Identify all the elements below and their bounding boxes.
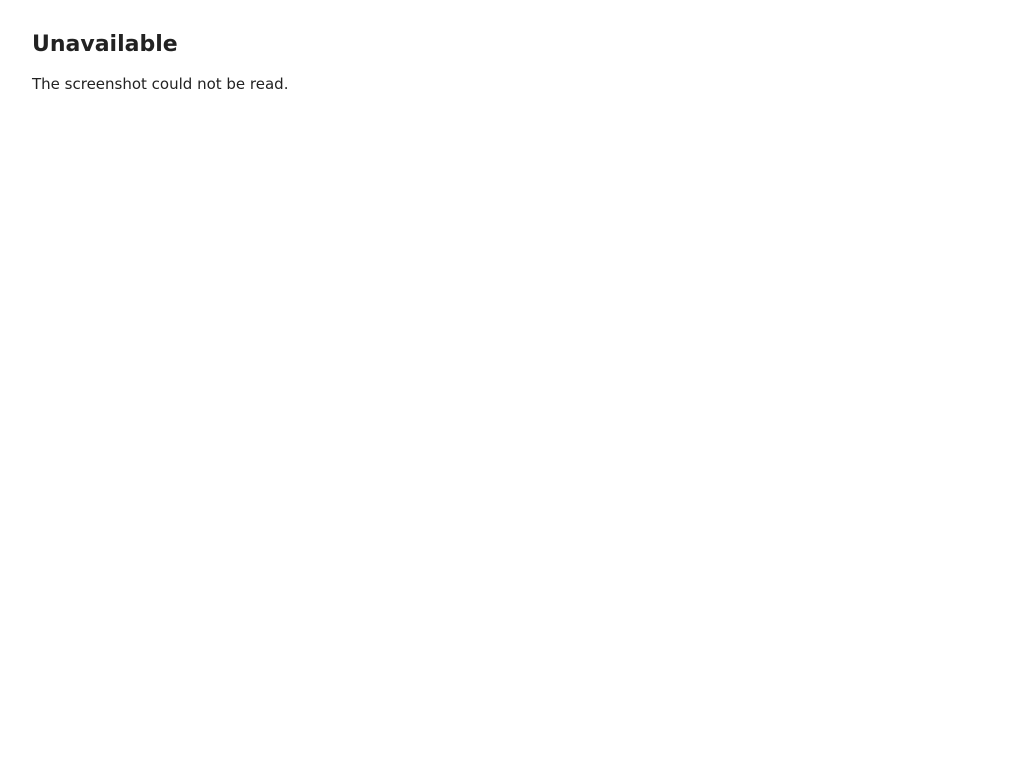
page-heading: Unavailable — [32, 32, 178, 57]
page-message: The screenshot could not be read. — [32, 75, 289, 93]
